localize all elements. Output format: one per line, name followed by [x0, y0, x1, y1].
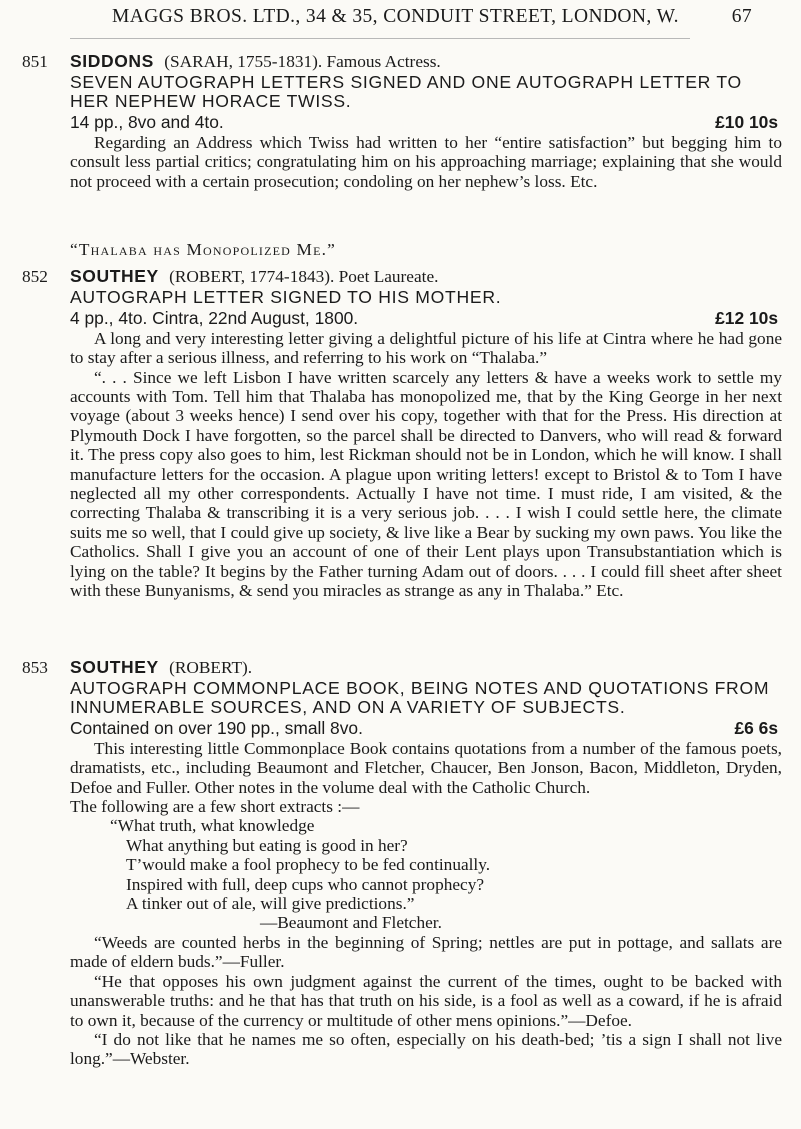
lot-number: 853: [22, 658, 48, 677]
lot-heading: [22, 267, 782, 286]
lot-author-line: [70, 52, 441, 71]
lot-paragraph: A long and very interesting letter giving a delightful picture of his life at Cintra where he had gone to stay after a serious illness, and referring to his work on “Thalaba.”: [70, 328, 782, 368]
lot-description: 4 pp., 4to. Cintra, 22nd August, 1800.: [70, 308, 359, 329]
lot-price: £12 10s: [715, 308, 778, 329]
lot-852: [22, 267, 782, 601]
lot-body: [70, 73, 782, 191]
lot-body: [70, 288, 782, 600]
lot-title: SEVEN AUTOGRAPH LETTERS SIGNED AND ONE AUTOGRAPH LETTER TO HER NEPHEW HORACE TWISS.: [70, 72, 742, 112]
lot-price: £10 10s: [715, 112, 778, 133]
quote-extract: “I do not like that he names me so often, especially on his death-bed; ’tis a sign I shall not live long.”—Webster.: [70, 1029, 782, 1069]
lot-description-line: [70, 309, 782, 328]
lot-body: [70, 679, 782, 1068]
lot-author-details: (ROBERT).: [169, 658, 253, 677]
verse-line: A tinker out of ale, will give predictions.”: [126, 894, 415, 914]
verse-line: T’would make a fool prophecy to be fed continually.: [126, 855, 491, 875]
running-head: [112, 6, 752, 28]
lot-author-line: [70, 267, 438, 286]
lot-851: [22, 52, 782, 191]
lot-title: AUTOGRAPH LETTER SIGNED TO HIS MOTHER.: [70, 287, 502, 308]
quote-extract: “He that opposes his own judgment against the current of the times, ought to be backed with unanswerable truths: and he that has that truth on his side, is a fool as well as a coward, if he is afraid to own it, because of the currency or multitude of other mens opinions.”—Defoe.: [70, 971, 782, 1030]
verse-extract: [110, 816, 782, 932]
verse-line: What anything but eating is good in her?: [126, 835, 408, 855]
lot-author: SOUTHEY: [70, 266, 159, 286]
lot-author-line: [70, 658, 252, 677]
lot-852-heading-quote: “Thalaba has Monopolized Me.”: [70, 240, 337, 259]
lot-853: [22, 658, 782, 1069]
lot-author-details: (SARAH, 1755-1831). Famous Actress.: [164, 52, 441, 71]
publisher-line: MAGGS BROS. LTD., 34 & 35, CONDUIT STREET, LONDON, W.: [112, 6, 679, 27]
verse-line: “What truth, what knowledge: [110, 816, 315, 836]
lot-author: SIDDONS: [70, 51, 154, 71]
lot-number: 851: [22, 52, 48, 71]
verse-attribution: —Beaumont and Fletcher.: [260, 913, 442, 933]
lot-description-line: [70, 719, 782, 738]
lot-heading: [22, 658, 782, 677]
lot-heading: [22, 52, 782, 71]
lot-description: 14 pp., 8vo and 4to.: [70, 112, 224, 133]
verse-line: Inspired with full, deep cups who cannot prophecy?: [126, 874, 485, 894]
lot-paragraph: Regarding an Address which Twiss had written to her “entire satisfaction” but begging him to consult less partial critics; congratulating him on his approaching marriage; explaining that she would not proceed with a certain prosecution; condoling on her nephew’s loss. Etc.: [70, 132, 782, 191]
lot-author: SOUTHEY: [70, 657, 159, 677]
lot-paragraph: This interesting little Commonplace Book contains quotations from a number of the famous poets, dramatists, etc., including Beaumont and Fletcher, Chaucer, Ben Jonson, Bacon, Middleton, Dryden, Defoe and Fuller. Other notes in the volume deal with the Catholic Church.: [70, 738, 782, 797]
lot-title: AUTOGRAPH COMMONPLACE BOOK, BEING NOTES AND QUOTATIONS FROM INNUMERABLE SOURCES, AND ON A VARIETY OF SUBJECTS.: [70, 678, 770, 718]
lot-paragraph: The following are a few short extracts :—: [70, 797, 360, 817]
quote-extract: “Weeds are counted herbs in the beginning of Spring; nettles are put in pottage, and sallats are made of eldern buds.”—Fuller.: [70, 932, 782, 972]
header-rule: [70, 38, 690, 39]
lot-letter-extract: “. . . Since we left Lisbon I have written scarcely any letters & have a weeks work to settle my accounts with Tom. Tell him that Thalaba has monopolized me, that by the King George in her next voyage (about 3 weeks hence) I send over his copy, together with that for the Press. His direction at Plymouth Dock I have forgotten, so the parcel shall be directed to Danvers, who will read & forward it. The press copy also goes to him, lest Rickman should not be in London, which he will know. I shall manufacture letters for the occasion. A plague upon writing letters! except to Bristol & to Tom I have neglected all my other correspondents. Actually I have not time. I must ride, I am visited, & the correcting Thalaba & transcribing it is a very serious job. . . . I wish I could settle here, the climate suits me so well, that I could give up society, & live like a Bear by sucking my own paws. You like the Catholics. Shall I give you an account of one of their Lent plays upon Transubstantiation which is lying on the table? It begins by the Father turning Adam out of doors. . . . I could fill sheet after sheet with these Bunyanisms, & send you miracles as strange as any in Thalaba.” Etc.: [70, 367, 782, 601]
lot-description: Contained on over 190 pp., small 8vo.: [70, 718, 363, 739]
lot-price: £6 6s: [734, 718, 778, 739]
lot-description-line: [70, 113, 782, 132]
page-number: 67: [731, 6, 752, 27]
lot-author-details: (ROBERT, 1774-1843). Poet Laureate.: [169, 267, 439, 286]
lot-number: 852: [22, 267, 48, 286]
